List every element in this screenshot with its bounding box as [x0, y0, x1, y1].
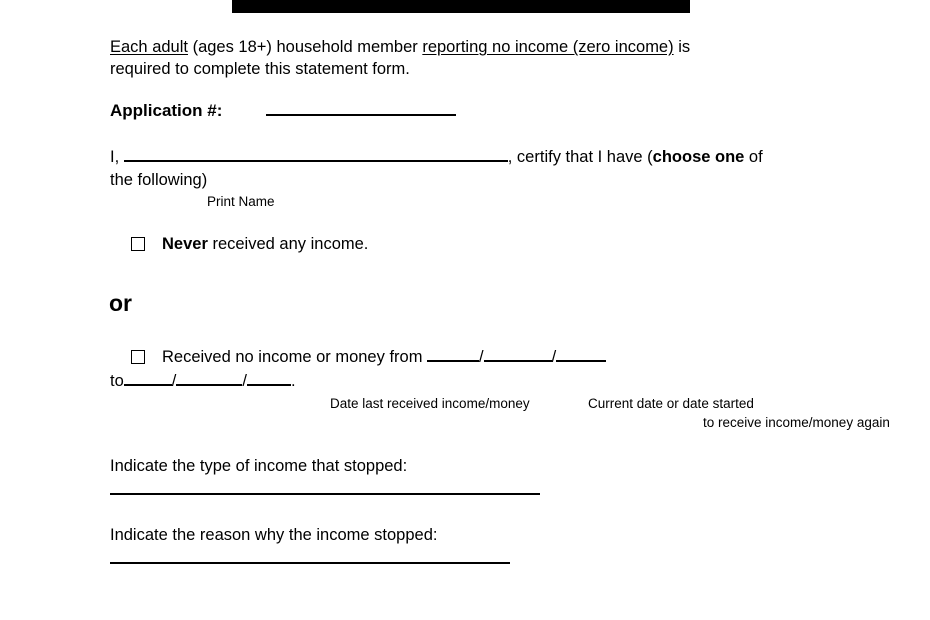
print-name-caption: Print Name: [207, 194, 275, 209]
date-from-day-field[interactable]: [484, 347, 552, 362]
certify-line-1: [110, 146, 763, 168]
application-number-row: [110, 100, 456, 122]
certify-after-blank: , certify that I have (: [507, 148, 653, 166]
option-never-rest: received any income.: [207, 235, 369, 253]
certify-after-bold: of: [744, 148, 763, 166]
income-type-answer-line[interactable]: [110, 493, 540, 495]
title-bar: [232, 0, 690, 13]
date-from-month-field[interactable]: [427, 347, 479, 362]
date-last-received-caption: Date last received income/money: [330, 396, 530, 411]
date-to-day-field[interactable]: [176, 371, 242, 386]
slash-2: /: [551, 348, 557, 366]
option-received-period: .: [290, 372, 296, 390]
print-name-field[interactable]: [124, 147, 508, 162]
received-no-income-checkbox[interactable]: [131, 350, 145, 364]
application-number-field[interactable]: [266, 101, 456, 116]
option-received-line-2: [110, 370, 296, 392]
current-date-caption-line-2: to receive income/money again: [703, 415, 890, 430]
certify-choose-one: choose one: [652, 148, 745, 166]
income-reason-question: Indicate the reason why the income stopped:: [110, 526, 438, 544]
date-from-year-field[interactable]: [556, 347, 606, 362]
or-label: or: [109, 290, 132, 316]
certify-line-2: the following): [110, 171, 208, 189]
intro-line-1: [110, 36, 690, 58]
date-to-month-field[interactable]: [124, 371, 172, 386]
current-date-caption-line-1: Current date or date started: [588, 396, 754, 411]
intro-underline-each-adult: Each adult: [110, 38, 188, 56]
slash-4: /: [242, 372, 247, 390]
option-received-to: to: [110, 372, 124, 390]
date-to-year-field[interactable]: [247, 371, 291, 386]
slash-3: /: [171, 372, 177, 390]
intro-text-1: (ages 18+) household member: [187, 38, 423, 56]
option-never-label: [162, 233, 368, 255]
option-never-bold: Never: [162, 235, 208, 253]
slash-1: /: [479, 348, 484, 366]
option-received-line-1: [162, 346, 606, 368]
intro-line-2: required to complete this statement form.: [110, 60, 410, 78]
option-received-text: Received no income or money from: [162, 348, 428, 366]
intro-text-2: is: [673, 38, 691, 56]
option-never-row: [131, 233, 368, 255]
certify-pre: I,: [110, 148, 124, 166]
income-reason-answer-line[interactable]: [110, 562, 510, 564]
application-number-label: Application #:: [110, 101, 223, 120]
never-checkbox[interactable]: [131, 237, 145, 251]
option-received-row: [131, 346, 606, 368]
income-type-question: Indicate the type of income that stopped:: [110, 457, 408, 475]
intro-underline-reporting-no-income: reporting no income (zero income): [422, 38, 674, 56]
